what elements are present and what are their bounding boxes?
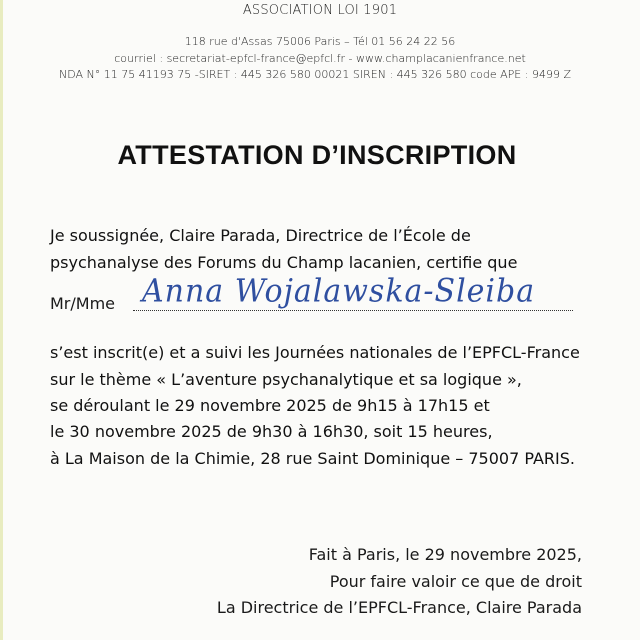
body-line-1: s’est inscrit(e) et a suivi les Journées nationales de l’EPFCL-France <box>50 343 580 362</box>
association-label: ASSOCIATION LOI 1901 <box>242 3 398 18</box>
body-line-3: se déroulant le 29 novembre 2025 de 9h15 à 17h15 et <box>50 396 490 415</box>
name-label: Mr/Mme <box>50 294 116 313</box>
handwritten-name: Anna Wojalawska-Sleiba <box>142 273 536 310</box>
address-line: 118 rue d'Assas 75006 Paris – Tél 01 56 24 22 56 <box>184 35 456 48</box>
purpose-line: Pour faire valoir ce que de droit <box>329 572 582 591</box>
name-dotted-line <box>133 310 573 311</box>
place-date: Fait à Paris, le 29 novembre 2025, <box>308 545 582 564</box>
scan-edge <box>0 0 3 640</box>
intro-line-1: Je soussignée, Claire Parada, Directrice de l’École de <box>50 226 471 245</box>
registration-ids-line: NDA N° 11 75 41193 75 -SIRET : 445 326 580 00021 SIREN : 445 326 580 code APE : 9499 Z <box>59 68 571 81</box>
signatory-line: La Directrice de l’EPFCL-France, Claire Parada <box>216 598 582 617</box>
document-title: ATTESTATION D’INSCRIPTION <box>117 140 517 170</box>
body-line-5: à La Maison de la Chimie, 28 rue Saint Dominique – 75007 PARIS. <box>50 449 575 468</box>
contact-line: courriel : secretariat-epfcl-france@epfcl.fr - www.champlacanienfrance.net <box>114 52 526 65</box>
body-line-2: sur le thème « L’aventure psychanalytique et sa logique », <box>50 370 522 389</box>
intro-line-2: psychanalyse des Forums du Champ lacanien, certifie que <box>50 253 518 272</box>
body-line-4: le 30 novembre 2025 de 9h30 à 16h30, soit 15 heures, <box>50 422 493 441</box>
